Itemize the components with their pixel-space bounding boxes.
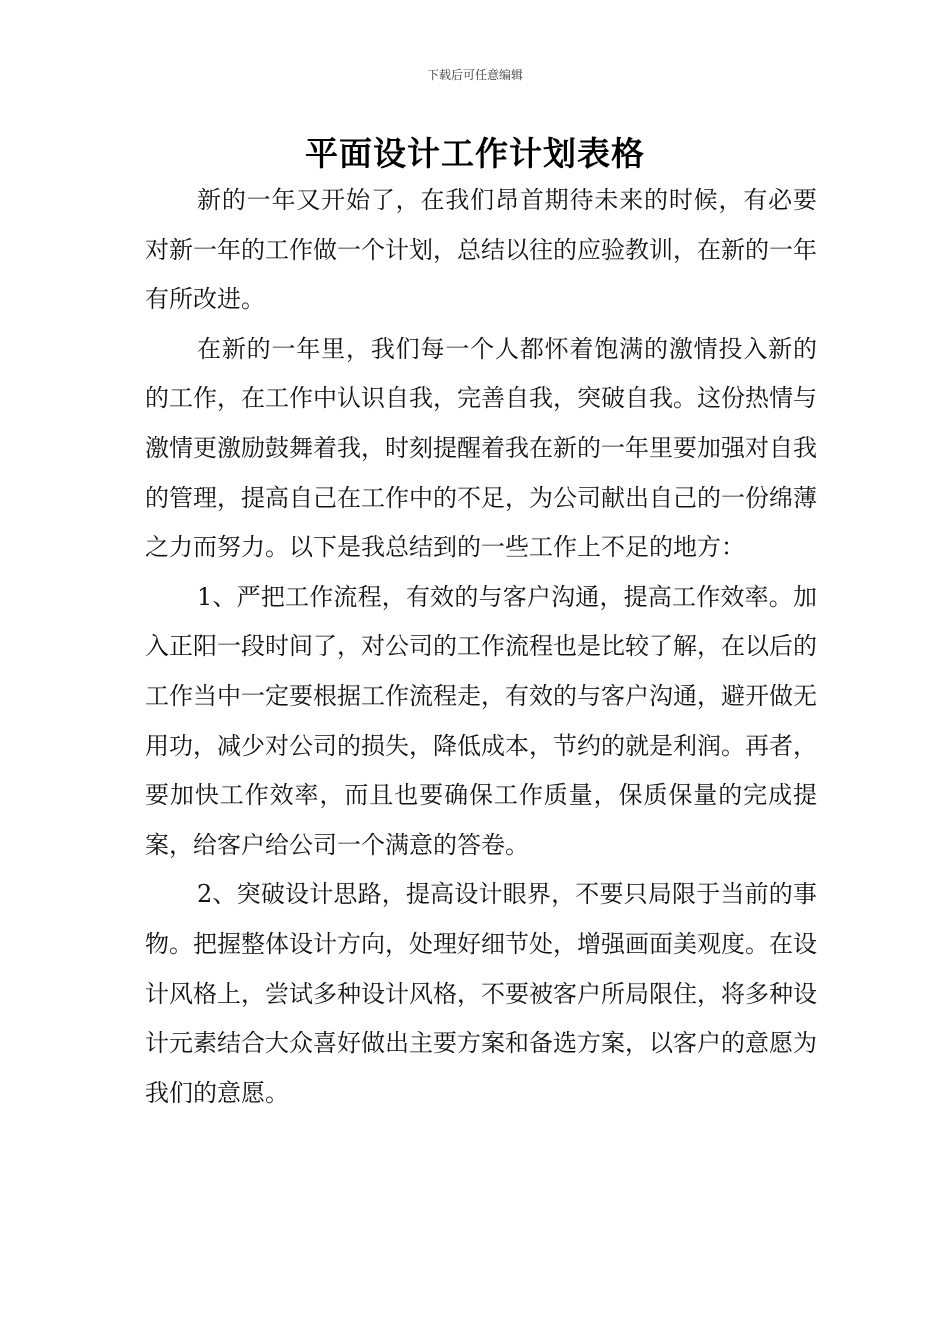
paragraph-reflection: 在新的一年里，我们每一个人都怀着饱满的激情投入新的的工作，在工作中认识自我，完善自我，突破自我。这份热情与激情更激励鼓舞着我，时刻提醒着我在新的一年里要加强对自我的管理，提高自己在工作中的不足，为公司献出自己的一份绵薄之力而努力。以下是我总结到的一些工作上不足的地方： xyxy=(145,334,817,562)
page-header-note: 下载后可任意编辑 xyxy=(426,68,523,82)
document-title: 平面设计工作计划表格 xyxy=(305,134,645,173)
document-body xyxy=(145,176,817,1118)
paragraph-point-1: 1、严把工作流程，有效的与客户沟通，提高工作效率。加入正阳一段时间了，对公司的工作流程也是比较了解，在以后的工作当中一定要根据工作流程走，有效的与客户沟通，避开做无用功，减少对公司的损失，降低成本，节约的就是利润。再者，要加快工作效率，而且也要确保工作质量，保质保量的完成提案，给客户给公司一个满意的答卷。 xyxy=(145,582,817,859)
paragraph-intro: 新的一年又开始了，在我们昂首期待未来的时候，有必要对新一年的工作做一个计划，总结以往的应验教训，在新的一年有所改进。 xyxy=(145,186,817,314)
paragraph-point-2: 2、突破设计思路，提高设计眼界，不要只局限于当前的事物。把握整体设计方向，处理好细节处，增强画面美观度。在设计风格上，尝试多种设计风格，不要被客户所局限住，将多种设计元素结合大众喜好做出主要方案和备选方案，以客户的意愿为我们的意愿。 xyxy=(145,880,817,1107)
